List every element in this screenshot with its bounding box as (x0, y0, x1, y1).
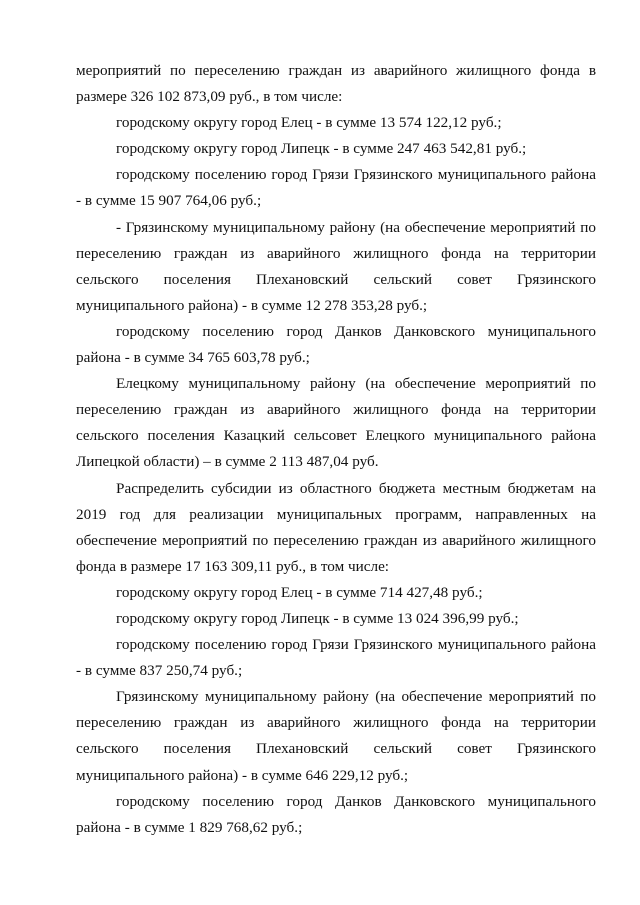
document-page (76, 58, 596, 841)
paragraph-11: городскому поселению город Грязи Грязинского муниципального района - в сумме 837 250,74 руб.; (76, 636, 596, 680)
paragraph-10: городскому округу город Липецк - в сумме 13 024 396,99 руб.; (116, 609, 519, 627)
paragraph-6: городскому поселению город Данков Данковского муниципального района - в сумме 34 765 603,78 руб.; (76, 322, 596, 367)
paragraph-3: городскому округу город Липецк - в сумме 247 463 542,81 руб.; (116, 140, 527, 158)
paragraph-12: Грязинскому муниципальному району (на обеспечение мероприятий по переселению граждан из аварийного жилищного фонда на территории сельского поселения Плехановский сельский совет Грязинского муниципального района) - в сумме 646 229,12 руб.; (76, 688, 596, 784)
paragraph-4: городскому поселению город Грязи Грязинского муниципального района - в сумме 15 907 764,06 руб.; (76, 166, 596, 210)
paragraph-2: городскому округу город Елец - в сумме 13 574 122,12 руб.; (116, 114, 502, 132)
paragraph-8: Распределить субсидии из областного бюджета местным бюджетам на 2019 год для реализации муниципальных программ, направленных на обеспечение мероприятий по переселению граждан из аварийного жилищного фонда в размере 17 163 309,11 руб., в том числе: (76, 479, 596, 575)
paragraph-13: городскому поселению город Данков Данковского муниципального района - в сумме 1 829 768,62 руб.; (76, 792, 596, 836)
paragraph-9: городскому округу город Елец - в сумме 714 427,48 руб.; (116, 583, 483, 601)
paragraph-5: - Грязинскому муниципальному району (на обеспечение мероприятий по переселению граждан из аварийного жилищного фонда на территории сельского поселения Плехановский сельский совет Грязинского муниципального района) - в сумме 12 278 353,28 руб.; (76, 218, 596, 314)
paragraph-7: Елецкому муниципальному району (на обеспечение мероприятий по переселению граждан из аварийного жилищного фонда на территории сельского поселения Казацкий сельсовет Елецкого муниципального района Липецкой области) – в сумме 2 113 487,04 руб. (76, 375, 596, 471)
paragraph-1: мероприятий по переселению граждан из аварийного жилищного фонда в размере 326 102 873,09 руб., в том числе: (76, 62, 596, 106)
